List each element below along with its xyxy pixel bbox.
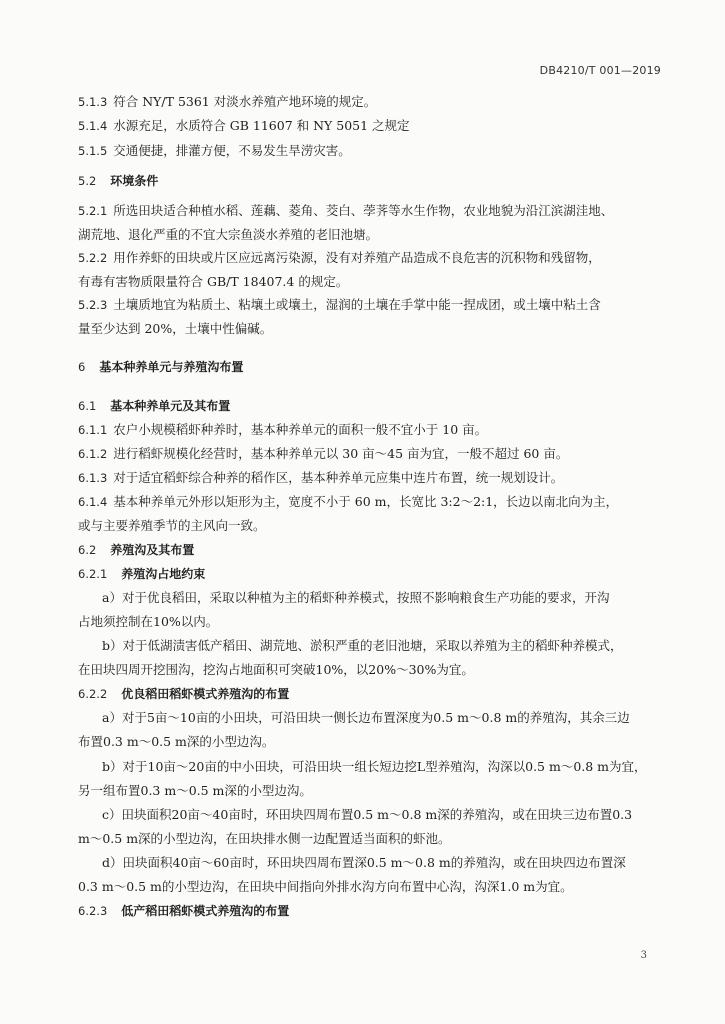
text-line	[78, 470, 563, 486]
clause-number: 6.1	[78, 399, 97, 413]
clause-text: 用作养虾的田块或片区应远离污染源，没有对养殖产品造成不良危害的沉积物和残留物，	[113, 250, 601, 265]
clause-number: 5.2.1	[78, 204, 108, 218]
text-line	[78, 759, 647, 775]
section-heading	[78, 686, 289, 702]
text-line	[78, 590, 609, 606]
clause-text: 进行稻虾规模化经营时，基本种养单元以 30 亩～45 亩为宜，一般不超过 60 亩。	[113, 446, 569, 461]
text-line	[78, 94, 376, 110]
text-line	[78, 783, 312, 799]
text-line	[78, 638, 623, 654]
section-heading	[78, 542, 194, 558]
clause-text: c）田块面积20亩～40亩时，环田块四周布置0.5 m～0.8 m深的养殖沟，或在田块三边布置0.3	[102, 807, 633, 822]
text-line	[78, 321, 272, 337]
text-line	[78, 734, 274, 750]
clause-text: d）田块面积40亩～60亩时，环田块四周布置深0.5 m～0.8 m的养殖沟，或在田块四边布置深	[102, 855, 626, 870]
page-number: 3	[640, 950, 647, 961]
clause-text: 符合 NY/T 5361 对淡水养殖产地环境的规定。	[113, 94, 377, 109]
text-line	[78, 879, 573, 895]
clause-text: m～0.5 m深的小型边沟，在田块排水侧一边配置适当面积的虾池。	[78, 831, 451, 846]
clause-text: 低产稻田稻虾模式养殖沟的布置	[121, 904, 290, 918]
clause-text: 湖荒地、退化严重的不宜大宗鱼淡水养殖的老旧池塘。	[78, 227, 379, 242]
section-heading	[78, 903, 289, 919]
clause-text: 环境条件	[110, 174, 159, 188]
clause-text: 另一组布置0.3 m～0.5 m深的小型边沟。	[78, 783, 312, 798]
clause-text: a）对于5亩～10亩的小田块，可沿田块一侧长边布置深度为0.5 m～0.8 m的养殖沟，其余三边	[102, 710, 630, 725]
text-line	[78, 143, 351, 159]
text-line	[78, 494, 618, 510]
clause-text: 土壤质地宜为粘质土、粘壤土或壤土，湿润的土壤在手掌中能一捏成团，或土壤中粘土含	[113, 297, 601, 312]
clause-number: 6.1.4	[78, 495, 108, 509]
text-line	[78, 118, 410, 134]
text-line	[78, 203, 613, 219]
clause-number: 5.1.5	[78, 144, 108, 158]
text-line	[78, 807, 632, 823]
clause-number: 6	[78, 360, 86, 374]
clause-text: a）对于优良稻田，采取以种植为主的稻虾种养模式，按照不影响粮食生产功能的要求，开沟	[102, 590, 610, 605]
clause-text: 水源充足，水质符合 GB 11607 和 NY 5051 之规定	[113, 118, 410, 133]
clause-number: 5.1.4	[78, 119, 108, 133]
clause-text: 布置0.3 m～0.5 m深的小型边沟。	[78, 734, 275, 749]
clause-text: 基本种养单元及其布置	[110, 399, 231, 413]
clause-text: 占地须控制在10%以内。	[78, 614, 219, 629]
clause-text: 或与主要养殖季节的主风向一致。	[78, 518, 266, 533]
clause-number: 6.1.1	[78, 423, 108, 437]
text-line	[78, 614, 218, 630]
text-line	[78, 227, 378, 243]
clause-number: 6.2.1	[78, 567, 108, 581]
clause-text: 有毒有害物质限量符合 GB/T 18407.4 的规定。	[78, 274, 349, 289]
clause-text: b）对于10亩～20亩的中小田块，可沿田块一组长短边挖L型养殖沟，沟深以0.5 m～0.8 m为宜，	[102, 759, 647, 774]
clause-text: 所选田块适合种植水稻、莲藕、菱角、茭白、荸荠等水生作物，农业地貌为沿江滨湖洼地、	[113, 203, 614, 218]
clause-number: 6.2.2	[78, 687, 108, 701]
section-heading	[78, 173, 158, 189]
clause-text: b）对于低湖渍害低产稻田、湖荒地、淤积严重的老旧池塘，采取以养殖为主的稻虾种养模式，	[102, 638, 623, 653]
text-line	[78, 518, 266, 534]
clause-text: 量至少达到 20%，土壤中性偏碱。	[78, 321, 273, 336]
clause-text: 在田块四周开挖围沟，挖沟占地面积可突破10%，以20%～30%为宜。	[78, 662, 474, 677]
clause-text: 农户小规模稻虾种养时，基本种养单元的面积一般不宜小于 10 亩。	[113, 422, 488, 437]
text-line	[78, 446, 568, 462]
text-line	[78, 710, 630, 726]
clause-number: 5.2.3	[78, 298, 108, 312]
clause-number: 6.2	[78, 543, 97, 557]
clause-number: 5.2.2	[78, 251, 108, 265]
clause-text: 基本种养单元与养殖沟布置	[99, 360, 244, 374]
section-heading	[78, 566, 205, 582]
text-line	[78, 831, 451, 847]
text-line	[78, 274, 348, 290]
clause-number: 5.2	[78, 174, 97, 188]
text-line	[78, 422, 487, 438]
clause-number: 6.1.3	[78, 471, 108, 485]
clause-text: 养殖沟及其布置	[110, 543, 195, 557]
text-line	[78, 297, 601, 313]
section-heading	[78, 359, 243, 375]
clause-number: 6.2.3	[78, 904, 108, 918]
document-code-header: DB4210/T 001—2019	[539, 64, 661, 77]
text-line	[78, 250, 601, 266]
clause-text: 基本种养单元外形以矩形为主，宽度不小于 60 m，长宽比 3:2～2:1，长边以南北向为主，	[113, 494, 619, 509]
clause-text: 对于适宜稻虾综合种养的稻作区，基本种养单元应集中连片布置，统一规划设计。	[113, 470, 564, 485]
clause-text: 养殖沟占地约束	[121, 567, 206, 581]
clause-text: 0.3 m～0.5 m的小型边沟，在田块中间指向外排水沟方向布置中心沟，沟深1.0 m为宜。	[78, 879, 573, 894]
clause-number: 5.1.3	[78, 95, 108, 109]
clause-text: 交通便捷，排灌方便，不易发生旱涝灾害。	[113, 143, 351, 158]
clause-text: 优良稻田稻虾模式养殖沟的布置	[121, 687, 290, 701]
text-line	[78, 662, 474, 678]
section-heading	[78, 398, 230, 414]
clause-number: 6.1.2	[78, 447, 108, 461]
text-line	[78, 855, 626, 871]
